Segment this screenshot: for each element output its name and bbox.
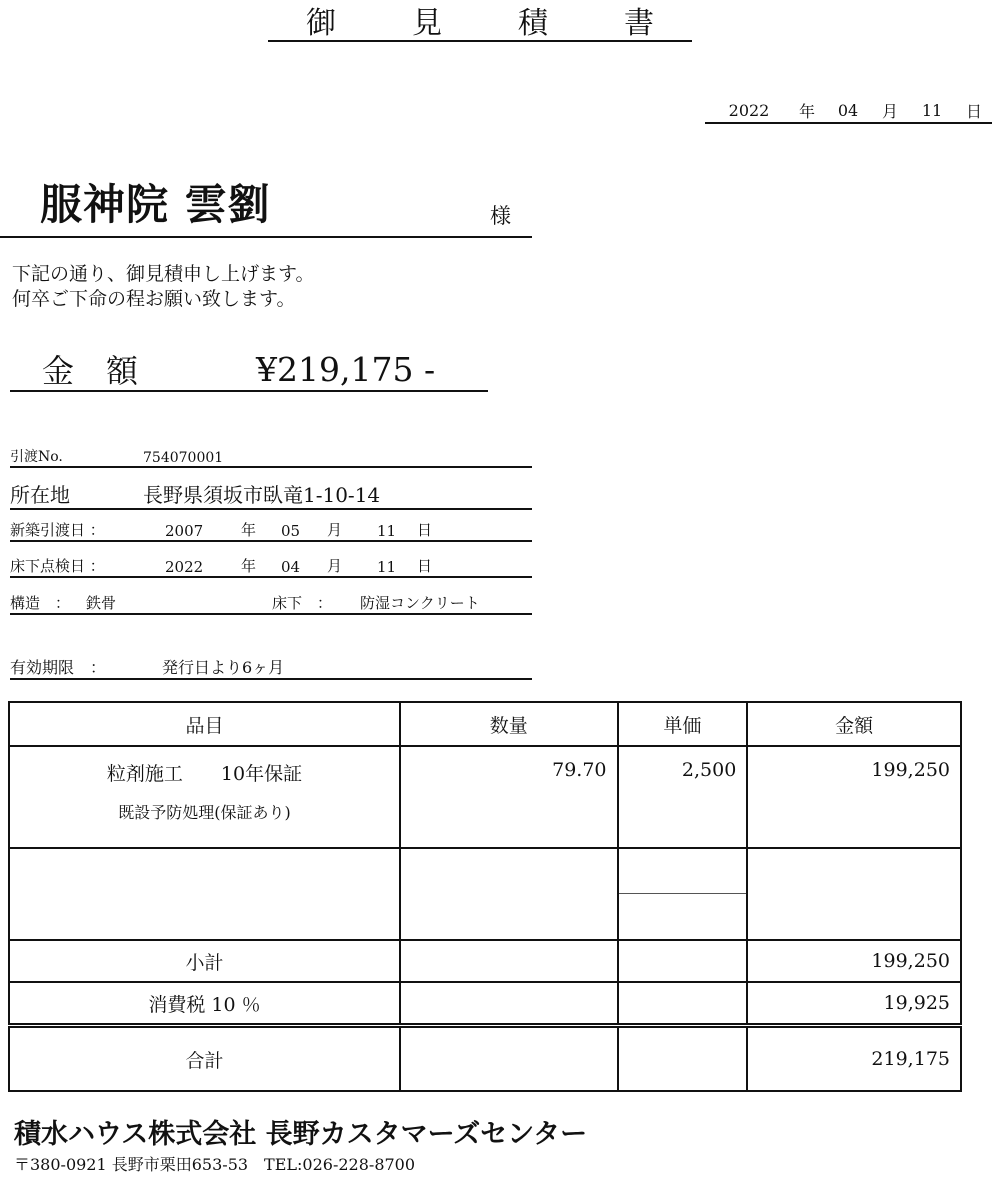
underfloor-value: 防湿コンクリート <box>360 594 480 612</box>
title-char: 御 <box>306 6 336 41</box>
items-table <box>8 701 962 1092</box>
delivery-no-value: 754070001 <box>143 450 224 466</box>
issue-date-day-unit: 日 <box>965 101 982 121</box>
document-title <box>268 0 692 42</box>
empty-cell <box>9 848 400 940</box>
empty-cell <box>618 940 748 982</box>
location-value: 長野県須坂市臥竜1-10-14 <box>143 483 381 507</box>
subtotal-row <box>9 940 961 982</box>
customer-name: 服神院 雲劉 <box>40 180 271 229</box>
structure-row <box>10 588 532 615</box>
item-amount: 199,250 <box>747 746 961 848</box>
table-row <box>9 746 961 848</box>
issue-date-month-unit: 月 <box>881 101 898 121</box>
validity-row <box>10 652 532 680</box>
empty-cell <box>400 1026 618 1092</box>
tax-label: 消費税 10 ％ <box>9 982 400 1026</box>
validity-value: 発行日より6ヶ月 <box>162 658 285 677</box>
location-label: 所在地 <box>10 483 70 507</box>
total-amount-value: ¥219,175 - <box>256 350 436 389</box>
new-delivery-day-unit: 日 <box>417 521 433 539</box>
structure-value: 鉄骨 <box>86 594 117 612</box>
total-amount-label: 金 額 <box>42 352 139 390</box>
issue-date-year-unit: 年 <box>798 101 815 121</box>
validity-label: 有効期限 ： <box>10 658 107 677</box>
issuer-company: 積水ハウス株式会社 長野カスタマーズセンター <box>14 1119 588 1150</box>
empty-cell <box>400 848 618 940</box>
subtotal-label: 小計 <box>9 940 400 982</box>
issue-date-year: 2022 <box>728 100 770 120</box>
intro-line-1: 下記の通り、御見積申し上げます。 <box>12 263 315 285</box>
inspection-label: 床下点検日 ： <box>10 557 105 575</box>
empty-cell <box>747 848 961 940</box>
structure-label: 構造 ： <box>10 594 71 612</box>
new-delivery-year-unit: 年 <box>241 521 257 539</box>
table-header-row <box>9 702 961 746</box>
item-quantity: 79.70 <box>400 746 618 848</box>
empty-cell <box>400 982 618 1026</box>
empty-cell <box>618 1026 748 1092</box>
item-unit-price: 2,500 <box>618 746 748 848</box>
inspection-row <box>10 552 532 578</box>
total-row <box>9 1026 961 1092</box>
customer-block <box>0 168 532 238</box>
inspection-month: 04 <box>281 558 301 576</box>
intro-line-2: 何卒ご下命の程お願い致します。 <box>12 288 296 310</box>
total-amount: 219,175 <box>747 1026 961 1092</box>
issue-date-month: 04 <box>837 100 859 120</box>
inspection-day: 11 <box>377 558 397 576</box>
inspection-month-unit: 月 <box>327 557 343 575</box>
inspection-year: 2022 <box>165 558 204 576</box>
delivery-no-label: 引渡No. <box>10 449 63 465</box>
header-unit-price: 単価 <box>618 702 748 746</box>
location-row <box>10 470 532 510</box>
issuer-address: 〒380-0921 長野市栗田653-53 TEL:026-228-8700 <box>14 1155 416 1174</box>
title-char: 積 <box>518 6 548 41</box>
header-quantity: 数量 <box>400 702 618 746</box>
issue-date-day: 11 <box>921 100 943 120</box>
delivery-no-row <box>10 440 532 468</box>
empty-cell <box>400 940 618 982</box>
customer-honorific: 様 <box>490 204 511 228</box>
issue-date <box>705 98 992 124</box>
new-delivery-day: 11 <box>377 522 397 540</box>
tax-amount: 19,925 <box>747 982 961 1026</box>
item-name: 粒剤施工 10年保証 <box>106 763 303 785</box>
subtotal-amount: 199,250 <box>747 940 961 982</box>
header-item: 品目 <box>9 702 400 746</box>
empty-cell <box>618 848 748 940</box>
title-char: 書 <box>624 6 654 41</box>
item-subname: 既設予防処理(保証あり) <box>118 803 291 822</box>
total-label: 合計 <box>9 1026 400 1092</box>
new-delivery-label: 新築引渡日 ： <box>10 521 105 539</box>
header-amount: 金額 <box>747 702 961 746</box>
inspection-day-unit: 日 <box>417 557 433 575</box>
empty-cell <box>618 982 748 1026</box>
tax-row <box>9 982 961 1026</box>
title-char: 見 <box>412 6 442 41</box>
intro-text <box>12 262 314 312</box>
new-delivery-row <box>10 516 532 542</box>
new-delivery-year: 2007 <box>165 522 204 540</box>
new-delivery-month: 05 <box>281 522 301 540</box>
inspection-year-unit: 年 <box>241 557 257 575</box>
new-delivery-month-unit: 月 <box>327 521 343 539</box>
item-cell <box>9 746 400 848</box>
total-amount-row <box>10 342 488 392</box>
table-row-empty <box>9 848 961 940</box>
underfloor-label: 床下 ： <box>272 594 333 612</box>
